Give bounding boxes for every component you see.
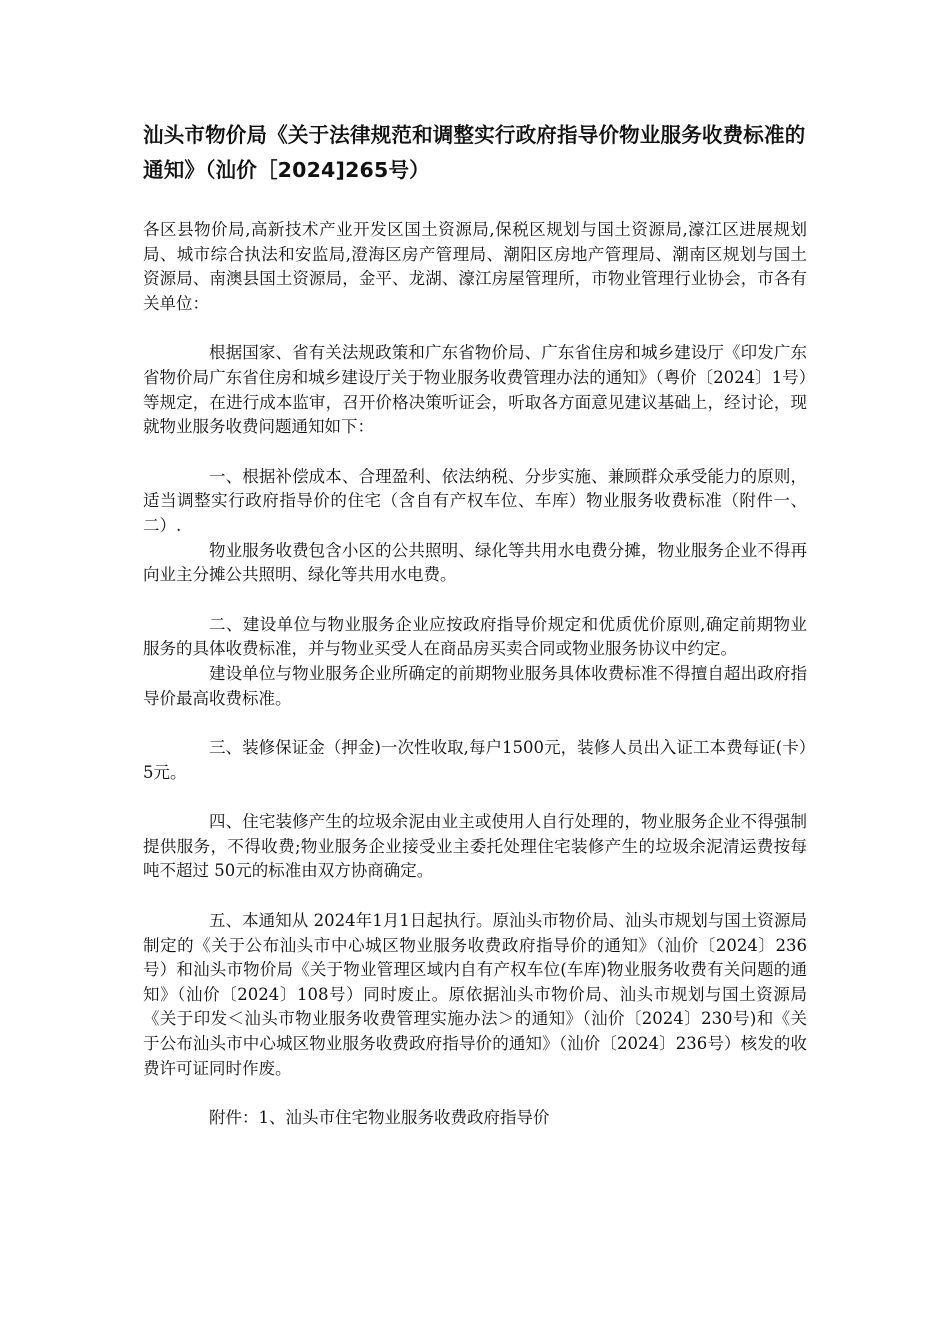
item-3-paragraph: 三、装修保证金（押金)一次性收取,每户1500元，装修人员出入证工本费每证(卡）5元。 <box>143 738 807 782</box>
attachment-line: 附件：1、汕头市住宅物业服务收费政府指导价 <box>209 1108 550 1128</box>
document-body <box>143 118 807 1131</box>
addressee-paragraph: 各区县物价局,高新技术产业开发区国土资源局,保税区规划与国土资源局,濠江区进展规划局、城市综合执法和安监局,澄海区房产管理局、潮阳区房地产管理局、潮南区规划与国土资源局、南澳县国土资源局，金平、龙湖、濠江房屋管理所，市物业管理行业协会，市各有关单位： <box>143 220 807 313</box>
item-4-paragraph: 四、住宅装修产生的垃圾余泥由业主或使用人自行处理的，物业服务企业不得强制提供服务，不得收费;物业服务企业接受业主委托处理住宅装修产生的垃圾余泥清运费按每吨不超过 50元的标准由双方协商确定。 <box>143 812 807 881</box>
item-1-paragraph: 一、根据补偿成本、合理盈利、依法纳税、分步实施、兼顾群众承受能力的原则，适当调整实行政府指导价的住宅（含自有产权车位、车库）物业服务收费标准（附件一、二）. <box>143 466 807 535</box>
item-5-paragraph: 五、本通知从 2024年1月1日起执行。原汕头市物价局、汕头市规划与国土资源局制定的《关于公布汕头市中心城区物业服务收费政府指导价的通知》（汕价〔2024〕236号）和汕头市物价局《关于物业管理区域内自有产权车位(车库)物业服务收费有关问题的通知》（汕价〔2024〕108号）同时废止。原依据汕头市物价局、汕头市规划与国土资源局《关于印发＜汕头市物业服务收费管理实施办法＞的通知》（汕价〔2024〕230号)和《关于公布汕头市中心城区物业服务收费政府指导价的通知》（汕价〔2024〕236号）核发的收费许可证同时作废。 <box>143 911 807 1078</box>
document-title: 汕头市物价局《关于法律规范和调整实行政府指导价物业服务收费标准的通知》（汕价［2024]265号） <box>143 123 806 182</box>
item-2-note-paragraph: 建设单位与物业服务企业所确定的前期物业服务具体收费标准不得擅自超出政府指导价最高收费标准。 <box>143 663 807 708</box>
item-1-note-paragraph: 物业服务收费包含小区的公共照明、绿化等共用水电费分摊，物业服务企业不得再向业主分摊公共照明、绿化等共用水电费。 <box>143 540 807 585</box>
intro-paragraph: 根据国家、省有关法规政策和广东省物价局、广东省住房和城乡建设厅《印发广东省物价局广东省住房和城乡建设厅关于物业服务收费管理办法的通知》（粤价〔2024〕1号）等规定，在进行成本监审，召开价格决策听证会，听取各方面意见建议基础上，经讨论，现就物业服务收费问题通知如下： <box>143 343 807 437</box>
item-2-paragraph: 二、建设单位与物业服务企业应按政府指导价规定和优质优价原则,确定前期物业服务的具体收费标准，并与物业买受人在商品房买卖合同或物业服务协议中约定。 <box>143 614 807 659</box>
